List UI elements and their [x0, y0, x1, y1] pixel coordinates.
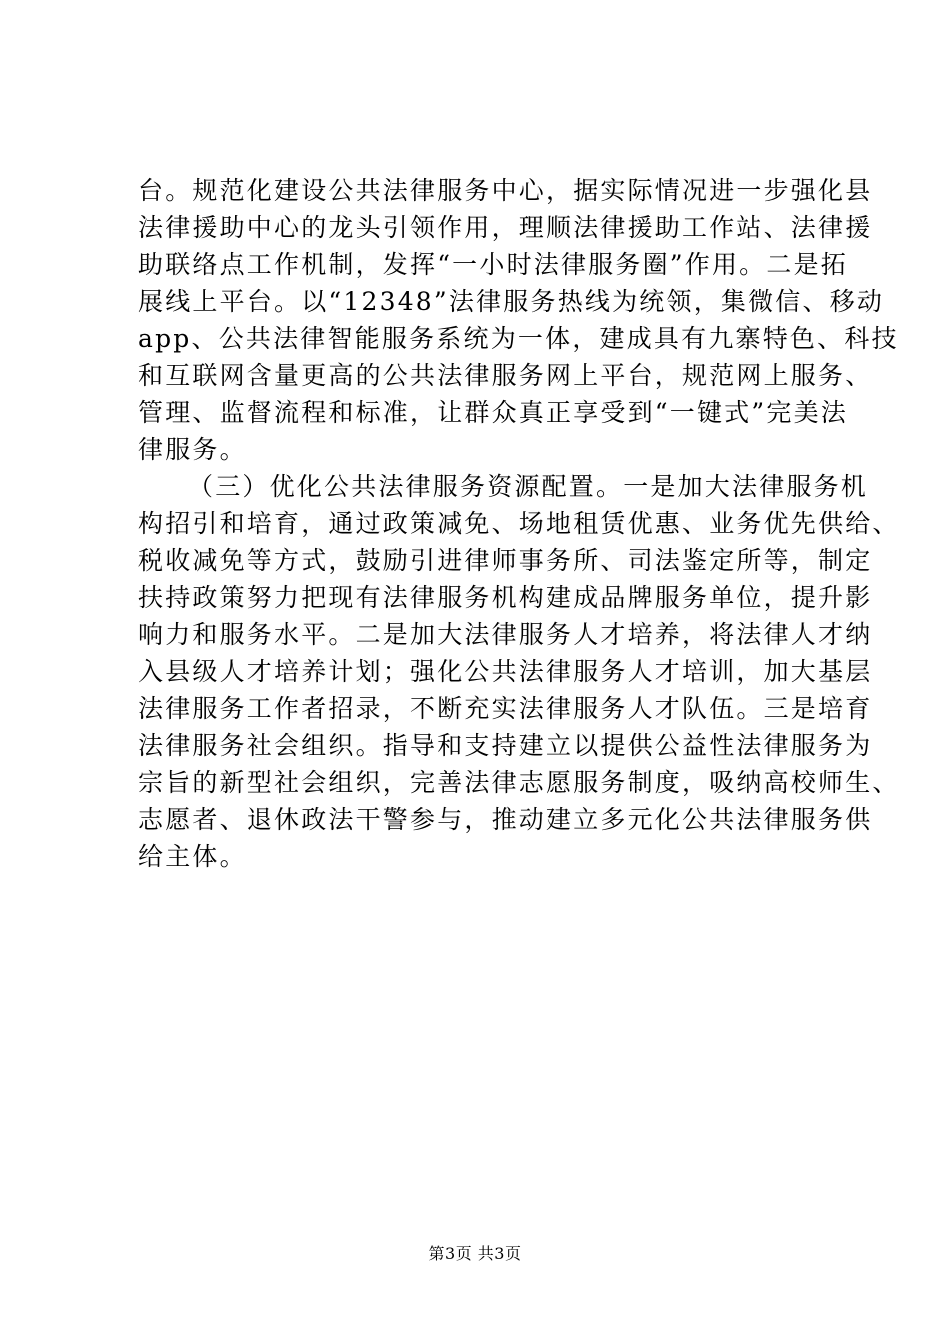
- text-line: 展线上平台。以“12348”法律服务热线为统领，集微信、移动: [138, 287, 885, 316]
- text-line: 法律服务社会组织。指导和支持建立以提供公益性法律服务为: [138, 731, 873, 760]
- page-footer: [0, 1244, 950, 1264]
- text-line: 响力和服务水平。二是加大法律服务人才培养，将法律人才纳: [138, 620, 873, 649]
- text-line: 助联络点工作机制，发挥“一小时法律服务圈”作用。二是拓: [138, 250, 848, 279]
- text-line: 律服务。: [138, 435, 247, 464]
- text-line: 税收减免等方式，鼓励引进律师事务所、司法鉴定所等，制定: [138, 546, 873, 575]
- text-line: 宗旨的新型社会组织，完善法律志愿服务制度，吸纳高校师生、: [138, 768, 900, 797]
- text-line: 志愿者、退休政法干警参与，推动建立多元化公共法律服务供: [138, 805, 873, 834]
- text-line: 法律服务工作者招录，不断充实法律服务人才队伍。三是培育: [138, 694, 873, 723]
- text-line: 给主体。: [138, 842, 247, 871]
- text-line: 管理、监督流程和标准，让群众真正享受到“一键式”完美法: [138, 398, 848, 427]
- text-line: 扶持政策努力把现有法律服务机构建成品牌服务单位，提升影: [138, 583, 873, 612]
- body-text: [138, 172, 900, 875]
- section-heading-line: （三）优化公共法律服务资源配置。一是加大法律服务机: [188, 472, 869, 501]
- text-line: 入县级人才培养计划；强化公共法律服务人才培训，加大基层: [138, 657, 873, 686]
- text-line: 构招引和培育，通过政策减免、场地租赁优惠、业务优先供给、: [138, 509, 900, 538]
- text-line: 台。规范化建设公共法律服务中心，据实际情况进一步强化县: [138, 176, 873, 205]
- text-line: 和互联网含量更高的公共法律服务网上平台，规范网上服务、: [138, 361, 873, 390]
- text-line: 法律援助中心的龙头引领作用，理顺法律援助工作站、法律援: [138, 213, 873, 242]
- text-line: app、公共法律智能服务系统为一体，建成具有九寨特色、科技: [138, 324, 899, 353]
- page-number: 第3页 共3页: [428, 1244, 522, 1263]
